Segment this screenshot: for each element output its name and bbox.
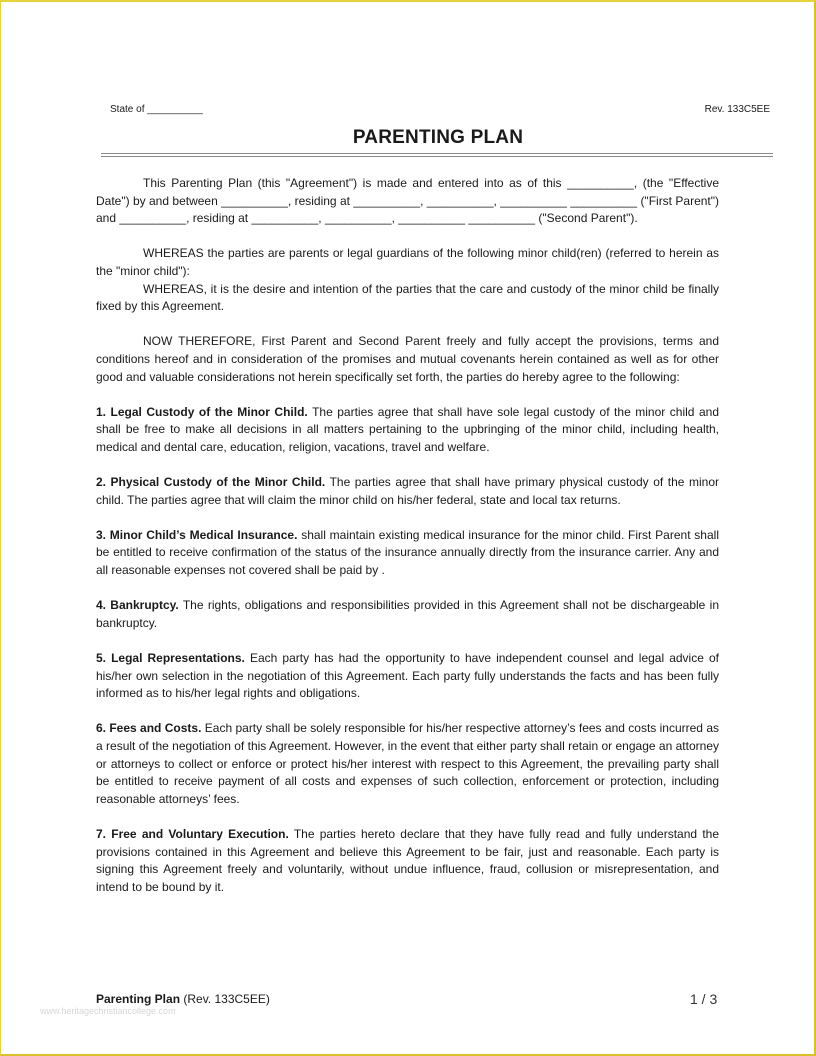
page-number: 1 / 3 xyxy=(690,991,718,1007)
section-text: The parties hereto declare that they have fully read and fully understand the provisions contained in this Agreement and believe this Agreement to be fair, just and reasonable. Each party is signing this Agreement freely and voluntarily, without undue influence, fraud, collusion or misrepresentation, and intend to be bound by it. xyxy=(96,826,719,894)
section-1 xyxy=(96,404,719,457)
section-2 xyxy=(96,474,719,509)
intro-paragraph: This Parenting Plan (this "Agreement") is made and entered into as of this __________, (the "Effective Date") by and between __________, residing at __________, __________, __________ __________ ("First Parent") and __________, residing at __________, __________, __________ __________ ("Second Parent"). xyxy=(96,176,719,226)
section-7 xyxy=(96,826,719,896)
now-therefore-paragraph: NOW THEREFORE, First Parent and Second Parent freely and fully accept the provisions, terms and conditions hereof and in consideration of the promises and mutual covenants herein contained as well as for other good and valuable considerations not herein specifically set forth, the parties do hereby agree to the following: xyxy=(96,334,719,384)
section-title: 7. Free and Voluntary Execution. xyxy=(96,826,289,841)
section-title: 4. Bankruptcy. xyxy=(96,598,179,613)
section-3 xyxy=(96,527,719,580)
revision-number: Rev. 133C5EE xyxy=(704,104,770,115)
footer-document-name xyxy=(96,992,270,1006)
whereas-paragraph-2: WHEREAS, it is the desire and intention of the parties that the care and custody of the minor child be finally fixed by this Agreement. xyxy=(96,281,719,314)
section-4 xyxy=(96,597,719,632)
whereas-paragraph-1: WHEREAS the parties are parents or legal guardians of the following minor child(ren) (referred to herein as the "minor child"): xyxy=(96,246,719,278)
footer-doc-title: Parenting Plan xyxy=(96,992,181,1006)
section-6 xyxy=(96,720,719,808)
section-text: shall maintain existing medical insurance for the minor child. First Parent shall be entitled to receive confirmation of the status of the insurance annually directly from the insurance carrier. Any and all reasonable expenses not covered shall be paid by . xyxy=(96,527,719,578)
title-rule-top xyxy=(101,153,773,154)
section-text: Each party has had the opportunity to have independent counsel and legal advice of his/her own selection in the negotiation of this Agreement. Each party fully understands the facts and has been fully informed as to his/her legal rights and obligations. xyxy=(96,651,719,701)
section-title: 3. Minor Child’s Medical Insurance. xyxy=(96,527,298,542)
state-field: State of __________ xyxy=(110,104,203,115)
section-5 xyxy=(96,650,719,703)
section-title: 1. Legal Custody of the Minor Child. xyxy=(96,404,308,419)
document-body xyxy=(96,175,719,896)
section-text: The parties agree that shall have primary physical custody of the minor child. The parties agree that will claim the minor child on his/her federal, state and local tax returns. xyxy=(96,475,719,507)
section-text: The rights, obligations and responsibilities provided in this Agreement shall not be dischargeable in bankruptcy. xyxy=(96,598,719,630)
footer-doc-rev: (Rev. 133C5EE) xyxy=(180,992,270,1006)
section-title: 5. Legal Representations. xyxy=(96,651,245,666)
section-title: 2. Physical Custody of the Minor Child. xyxy=(96,475,326,490)
watermark-text: www.heritagechristiancollege.com xyxy=(40,1006,176,1016)
title-rule-bottom xyxy=(101,156,773,157)
section-text: The parties agree that shall have sole legal custody of the minor child and shall be free to make all decisions in all matters pertaining to the upbringing of the minor child, including health, medical and dental care, education, religion, vacations, travel and welfare. xyxy=(96,404,719,454)
document-title: PARENTING PLAN xyxy=(352,127,524,148)
section-text: Each party shall be solely responsible for his/her respective attorney’s fees and costs incurred as a result of the negotiation of this Agreement. However, in the event that either party shall retain or engage an attorney or attorneys to collect or enforce or protect his/her interest with respect to this Agreement, the prevailing party shall be entitled to receive payment of all costs and expenses of such collection, enforcement or protection, including reasonable attorneys’ fees. xyxy=(96,721,719,806)
section-title: 6. Fees and Costs. xyxy=(96,721,202,736)
